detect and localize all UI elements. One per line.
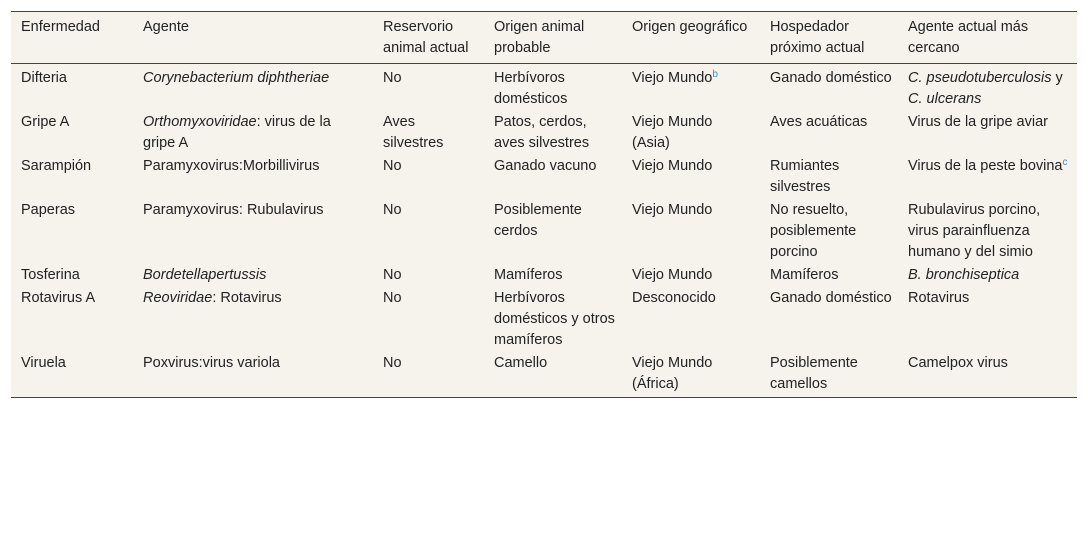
cell-origen-animal: Ganado vacuno (494, 158, 597, 174)
cell-origen-geografico: Viejo Mundo (632, 202, 713, 218)
agente-rest: : virus de la gripe A (143, 114, 331, 151)
cell-agente-actual: Camelpox virus (908, 355, 1008, 371)
header-reservorio: Reservorio animal actual (373, 12, 484, 64)
cell-origen-geografico: Viejo Mundo (África) (632, 355, 713, 392)
cell-enfermedad: Tosferina (21, 267, 80, 283)
cell-agente-actual: Rubulavirus porcino, virus parainfluenza humano y del simio (908, 202, 1041, 260)
cell-hospedador: Rumiantes silvestres (770, 158, 840, 195)
zoonosis-table (11, 12, 1077, 397)
origen-geo-text: Viejo Mundo (632, 70, 713, 86)
cell-enfermedad: Rotavirus A (21, 290, 96, 306)
cell-origen-geografico: Viejo Mundo (632, 267, 713, 283)
cell-origen-geografico: Viejo Mundo (Asia) (632, 114, 713, 151)
cell-agente: Paramyxovirus: Rubulavirus (143, 202, 324, 218)
cell-reservorio: No (383, 267, 402, 283)
cell-agente: Poxvirus:virus variola (143, 355, 280, 371)
cell-origen-animal: Herbívoros domésticos y otros mamíferos (494, 290, 615, 348)
cell-hospedador: No resuelto, posiblemente porcino (770, 202, 857, 260)
header-hospedador: Hospedador próximo actual (760, 12, 898, 64)
table-row (11, 288, 1077, 353)
cell-reservorio: No (383, 290, 402, 306)
cell-reservorio: No (383, 158, 402, 174)
cell-origen-geografico: Viejo Mundo (632, 158, 713, 174)
cell-agente-actual (898, 156, 1077, 200)
cell-agente-actual: Rotavirus (908, 290, 970, 306)
header-enfermedad: Enfermedad (11, 12, 133, 64)
cell-agente-actual (898, 265, 1077, 288)
cell-enfermedad: Difteria (21, 70, 67, 86)
table-header (11, 12, 1077, 64)
cell-enfermedad: Paperas (21, 202, 76, 218)
cell-origen-geografico (622, 64, 760, 113)
cell-origen-animal: Posiblemente cerdos (494, 202, 582, 239)
cell-agente (133, 64, 373, 113)
agente-actual-italic: B. bronchiseptica (908, 267, 1020, 283)
cell-enfermedad: Sarampión (21, 158, 92, 174)
cell-reservorio: No (383, 70, 402, 86)
agente-italic: Bordetellapertussis (143, 267, 267, 283)
table-row (11, 200, 1077, 265)
table-body (11, 64, 1077, 398)
header-row (11, 12, 1077, 64)
cell-hospedador: Ganado doméstico (770, 70, 892, 86)
cell-agente (133, 288, 373, 353)
cell-agente-actual: Virus de la gripe aviar (908, 114, 1048, 130)
header-origen-geografico: Origen geográfico (622, 12, 760, 64)
footnote-link[interactable]: c (1062, 157, 1068, 168)
agente-actual-italic: C. pseudotuberculosis (908, 70, 1052, 86)
cell-agente (133, 265, 373, 288)
cell-enfermedad: Viruela (21, 355, 66, 371)
agente-actual-text: Virus de la peste bovina (908, 158, 1063, 174)
cell-origen-animal: Mamíferos (494, 267, 563, 283)
cell-reservorio: Aves silvestres (383, 114, 444, 151)
cell-hospedador: Mamíferos (770, 267, 839, 283)
cell-origen-geografico: Desconocido (632, 290, 716, 306)
cell-origen-animal: Camello (494, 355, 548, 371)
cell-agente-actual (898, 64, 1077, 113)
agente-rest: : Rotavirus (212, 290, 282, 306)
header-origen-animal: Origen animal probable (484, 12, 622, 64)
cell-reservorio: No (383, 355, 402, 371)
cell-agente: Paramyxovirus:Morbillivirus (143, 158, 320, 174)
cell-hospedador: Ganado doméstico (770, 290, 892, 306)
cell-agente (133, 112, 373, 156)
table-row (11, 64, 1077, 113)
zoonosis-table-container (11, 11, 1077, 398)
table-row (11, 156, 1077, 200)
agente-actual-italic: C. ulcerans (908, 91, 982, 107)
cell-origen-animal: Herbívoros domésticos (494, 70, 568, 107)
header-agente: Agente (133, 12, 373, 64)
agente-italic: Corynebacterium diphtheriae (143, 70, 330, 86)
cell-enfermedad: Gripe A (21, 114, 70, 130)
footnote-link[interactable]: b (712, 69, 718, 80)
agente-actual-joiner: y (1051, 70, 1063, 86)
header-agente-actual: Agente actual más cercano (898, 12, 1077, 64)
table-row (11, 353, 1077, 397)
table-row (11, 112, 1077, 156)
cell-reservorio: No (383, 202, 402, 218)
agente-italic: Orthomyxoviridae (143, 114, 257, 130)
cell-hospedador: Aves acuáticas (770, 114, 868, 130)
agente-italic: Reoviridae (143, 290, 213, 306)
cell-hospedador: Posiblemente camellos (770, 355, 858, 392)
table-row (11, 265, 1077, 288)
cell-origen-animal: Patos, cerdos, aves silvestres (494, 114, 590, 151)
